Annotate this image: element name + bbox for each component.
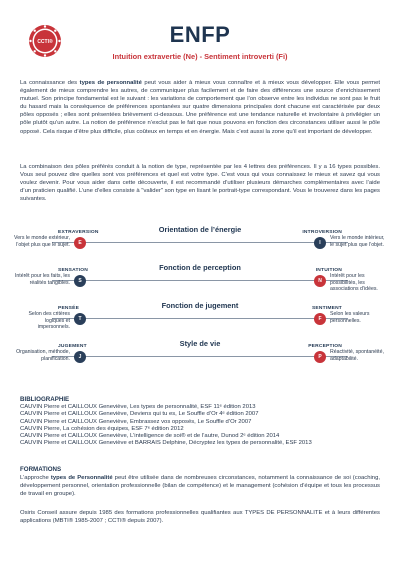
pole-badge-j: J — [74, 351, 86, 363]
dimension-line — [52, 242, 348, 243]
pole-badge-f: F — [314, 313, 326, 325]
bibliography-entry: CAUVIN Pierre et CAILLOUX Geneviève, Embrassez vos opposés, Le Souffle d’Or 2007 — [20, 418, 252, 425]
pole-desc-sensation: Intérêt pour les faits, les réalités tangibles. — [14, 273, 70, 286]
pole-label-intuition: INTUITION — [315, 268, 342, 273]
dimension-judgement — [14, 301, 386, 337]
pole-label-introversion: INTROVERSION — [302, 230, 342, 235]
page-subtitle: Intuition extravertie (Ne) - Sentiment introverti (Fi) — [112, 52, 288, 61]
pole-desc-perception: Réactivité, spontanéité, adaptabilité. — [330, 349, 384, 362]
formations-heading: FORMATIONS — [20, 466, 62, 473]
pole-desc-sentiment: Selon les valeurs personnelles. — [330, 311, 370, 324]
bibliography-list — [20, 404, 380, 448]
pole-badge-p: P — [314, 351, 326, 363]
formations-paragraph-2: Osiris Conseil assure depuis 1985 des formations professionnelles qualifiantes aux TYPES DE PERSONNALITE et à leurs différentes applications (MBTI® 1985-2007 ; CCTI® depuis 2007). — [20, 510, 380, 525]
pole-label-extraversion: EXTRAVERSION — [58, 230, 99, 235]
logo-text: CCTI® — [37, 39, 53, 45]
dimension-line — [52, 318, 348, 319]
dimension-title: Fonction de jugement — [161, 301, 239, 310]
dimension-perception — [14, 263, 386, 299]
dimension-lifestyle — [14, 339, 386, 375]
intro-paragraph-2: La combinaison des pôles préférés conduit à la notion de type, représentée par les 4 lettres des préférences. Il y a 16 types possibles. Vous seul pouvez dire quelles sont vos préférences et quel est votre type. C’est vous qui vous connaissez le mieux et savez qui vous voulez devenir. Pour vous aider dans cette découverte, il est recommandé d’utiliser plusieurs démarches complémentaires avec l’aide d’un praticien qualifié. L’une d’elles consiste à "valider" son type en lisant le portrait-type correspondant. Vous le trouverez dans les pages suivantes. — [20, 164, 380, 203]
bibliography-entry: CAUVIN Pierre et CAILLOUX Geneviève et BARRAIS Delphine, Décryptez les types de personnalité, ESF 2013 — [20, 440, 312, 447]
pole-badge-n: N — [314, 275, 326, 287]
dimension-line — [52, 356, 348, 357]
pole-badge-i: I — [314, 237, 326, 249]
pole-desc-pensee: Selon des critères logiques et impersonnels. — [28, 311, 70, 331]
dimension-line — [52, 280, 348, 281]
dimensions-diagram — [14, 225, 386, 375]
bibliography-entry: CAUVIN Pierre et CAILLOUX Geneviève, Les types de personnalité, ESF 11ᵉ édition 2013 — [20, 404, 256, 410]
bibliography-heading: BIBLIOGRAPHIE — [20, 396, 70, 403]
dimension-title: Orientation de l’énergie — [158, 225, 242, 234]
dimension-energy — [14, 225, 386, 261]
pole-badge-e: E — [74, 237, 86, 249]
pole-label-jugement: JUGEMENT — [58, 344, 87, 349]
pole-label-sentiment: SENTIMENT — [311, 306, 342, 311]
pole-label-perception: PERCEPTION — [308, 344, 342, 349]
pole-badge-s: S — [74, 275, 86, 287]
bibliography-entry: CAUVIN Pierre et CAILLOUX Geneviève, Deviens qui tu es, Le Souffle d’Or 4ᵉ édition 2007 — [20, 411, 259, 418]
pole-desc-introversion: Vers le monde intérieur, le sujet plus que l’objet. — [330, 235, 385, 248]
pole-label-pensee: PENSÉE — [58, 306, 80, 311]
bibliography-entry: CAUVIN Pierre et CAILLOUX Geneviève, L’intelligence de soi® et de l’autre, Dunod 2ᵉ édition 2014 — [20, 433, 280, 440]
dimension-title: Fonction de perception — [159, 263, 241, 272]
pole-desc-extraversion: Vers le monde extérieur, l’objet plus que le sujet. — [14, 235, 70, 248]
dimension-title: Style de vie — [179, 339, 221, 348]
intro-paragraph-1: La connaissance des types de personnalité peut vous aider à mieux vous connaître et à mieux vous développer. Elle vous permet également de mieux comprendre les autres, de communiquer plus facilement et de faire des différences une source d’enrichissement mutuel. Son principe fondamental est le suivant : les variations de comportement que l’on observe entre les individus ne sont pas le fruit du hasard mais la conséquence de préférences spontanées sur quatre dimensions principales dont chacune est caractérisée par deux pôles opposés ; elles sont présentées brièvement ci-dessous. Une préférence est une tendance naturelle et involontaire à privilégier un pôle plutôt qu’un autre. La notion de préférence n’exclut pas le fait que nous pouvons en fonction des circonstances utiliser aussi le pôle opposé. Cela risque d’être plus difficile, plus coûteux en temps et en énergie. Mais c’est aussi la zone qu’il est important de développer. — [20, 80, 380, 135]
pole-desc-intuition: Intérêt pour les possibilités, les associations d’idées. — [330, 273, 378, 293]
pole-badge-t: T — [74, 313, 86, 325]
pole-label-sensation: SENSATION — [58, 268, 88, 273]
pole-desc-jugement: Organisation, méthode, planification. — [16, 349, 70, 362]
page-title: ENFP — [169, 22, 231, 47]
bibliography-entry: CAUVIN Pierre, La cohésion des équipes, ESF 7ᵉ édition 2012 — [20, 425, 184, 432]
formations-paragraph-1: L’approche types de Personnalité peut être utilisée dans de nombreuses circonstances, notamment la connaissance de soi (coaching, développement personnel, orientation professionnelle (bilan de compétence) et le management (cohésion d’équipe et tous les processus de travail en groupe). — [20, 475, 380, 498]
